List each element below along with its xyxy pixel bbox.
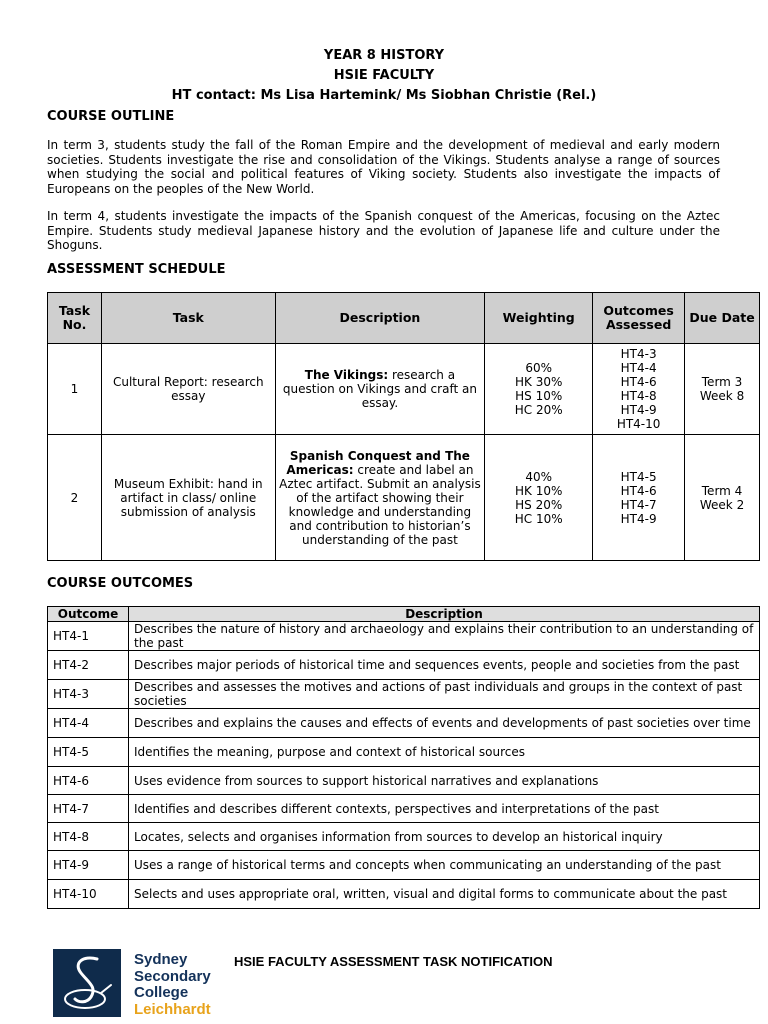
task-number: 1: [48, 344, 102, 435]
table-row: [48, 709, 760, 738]
task-name: Museum Exhibit: hand in artifact in class/ online submission of analysis: [101, 435, 275, 561]
outcome-code: HT4-2: [48, 651, 129, 680]
outcome-code: HT4-5: [48, 738, 129, 767]
outcome-code: HT4-9: [620, 403, 657, 417]
course-outcomes-heading: COURSE OUTCOMES: [47, 576, 194, 591]
outcome-code: HT4-4: [48, 709, 129, 738]
course-outline-heading: COURSE OUTLINE: [47, 109, 175, 124]
due-week: Week 8: [699, 389, 745, 403]
outcome-description: Uses a range of historical terms and concepts when communicating an understanding of the past: [129, 851, 760, 880]
outline-paragraph-term4: In term 4, students investigate the impacts of the Spanish conquest of the Americas, focusing on the Aztec Empire. Students study medieval Japanese history and the evolution of Japanese life and culture under the Shoguns.: [47, 209, 720, 252]
outcome-code: HT4-8: [48, 823, 129, 851]
table-row: [48, 795, 760, 823]
outcome-code: HT4-5: [620, 469, 657, 484]
col-task-no: Task No.: [48, 293, 102, 344]
table-row: [48, 435, 760, 561]
outcome-code: HT4-6: [48, 767, 129, 795]
weighting-hc: HC 20%: [514, 403, 563, 417]
table-row: [48, 680, 760, 709]
outcome-description: Describes the nature of history and archaeology and explains their contribution to an understanding of the past: [129, 622, 760, 651]
outcome-description: Identifies the meaning, purpose and context of historical sources: [129, 738, 760, 767]
document-header: [0, 46, 768, 106]
outcome-code: HT4-3: [48, 680, 129, 709]
outline-paragraph-term3: In term 3, students study the fall of the Roman Empire and the development of medieval and early modern societies. Students investigate the rise and consolidation of the Vikings. Students analyse a range of sources when studying the social and political features of Viking society. Students also investigate the impacts of Europeans on the peoples of the New World.: [47, 138, 720, 196]
faculty-title: HSIE FACULTY: [333, 68, 435, 83]
school-crest-s-icon: [53, 949, 121, 1017]
weighting-hc: HC 10%: [514, 511, 563, 526]
weighting-hs: HS 20%: [515, 497, 563, 512]
outcomes-header-row: [48, 607, 760, 622]
assessment-schedule-table: [47, 292, 760, 561]
outcome-description: Selects and uses appropriate oral, written, visual and digital forms to communicate about the past: [129, 880, 760, 909]
outcome-code: HT4-1: [48, 622, 129, 651]
outcome-description: Uses evidence from sources to support historical narratives and explanations: [129, 767, 760, 795]
due-term: Term 3: [701, 375, 743, 389]
outcome-code: HT4-6: [620, 483, 657, 498]
task-description: [275, 344, 485, 435]
school-name-line: Sydney: [134, 951, 188, 968]
outcome-description: Locates, selects and organises information from sources to develop an historical inquiry: [129, 823, 760, 851]
outcome-code: HT4-3: [620, 347, 657, 361]
task-description-title: The Vikings:: [304, 368, 389, 382]
schedule-header-row: [48, 293, 760, 344]
weighting-hs: HS 10%: [515, 389, 563, 403]
task-outcomes: [593, 344, 685, 435]
school-logo: [53, 949, 121, 1017]
table-row: [48, 880, 760, 909]
task-description-text: research a question on Vikings and craft an essay.: [282, 368, 477, 410]
table-row: [48, 651, 760, 680]
task-description-text: create and label an Aztec artifact. Submit an analysis of the artifact showing their knowledge and understanding and contribution to historian’s understanding of the past: [279, 462, 481, 547]
col-description: Description: [275, 293, 485, 344]
weighting-hk: HK 30%: [514, 375, 563, 389]
col-outcomes: Outcomes Assessed: [593, 293, 685, 344]
task-description: [275, 435, 485, 561]
task-due-date: [685, 435, 760, 561]
outcome-description: Describes and explains the causes and effects of events and developments of past societies over time: [129, 709, 760, 738]
school-name-line: Secondary: [134, 967, 211, 985]
contact-line: HT contact: Ms Lisa Hartemink/ Ms Siobhan Christie (Rel.): [171, 88, 597, 103]
table-row: [48, 622, 760, 651]
weighting-total: 60%: [525, 361, 553, 375]
table-row: [48, 767, 760, 795]
outcome-code: HT4-7: [48, 795, 129, 823]
col-outcome: Outcome: [48, 607, 129, 622]
task-number: 2: [48, 435, 102, 561]
task-due-date: [685, 344, 760, 435]
doc-title: YEAR 8 HISTORY: [323, 48, 445, 63]
school-campus: Leichhardt: [134, 1000, 211, 1018]
outcome-code: HT4-10: [616, 417, 661, 431]
weighting-total: 40%: [525, 469, 553, 484]
outcome-code: HT4-6: [620, 375, 657, 389]
assessment-notification-title: HSIE FACULTY ASSESSMENT TASK NOTIFICATION: [234, 954, 553, 969]
table-row: [48, 823, 760, 851]
table-row: [48, 738, 760, 767]
school-name: [134, 952, 211, 1018]
col-task: Task: [101, 293, 275, 344]
table-row: [48, 344, 760, 435]
outcome-code: HT4-9: [620, 511, 657, 526]
table-row: [48, 851, 760, 880]
weighting-hk: HK 10%: [514, 483, 563, 498]
outcome-description: Describes and assesses the motives and actions of past individuals and groups in the context of past societies: [129, 680, 760, 709]
task-weighting: [485, 435, 593, 561]
outcome-description: Describes major periods of historical time and sequences events, people and societies from the past: [129, 651, 760, 680]
due-week: Week 2: [699, 497, 745, 512]
col-due-date: Due Date: [685, 293, 760, 344]
col-outcome-description: Description: [129, 607, 760, 622]
task-name: Cultural Report: research essay: [101, 344, 275, 435]
outcome-code: HT4-9: [48, 851, 129, 880]
outcome-code: HT4-10: [48, 880, 129, 909]
outcome-code: HT4-8: [620, 389, 657, 403]
outcome-description: Identifies and describes different contexts, perspectives and interpretations of the past: [129, 795, 760, 823]
assessment-schedule-heading: ASSESSMENT SCHEDULE: [47, 262, 226, 277]
outcome-code: HT4-4: [620, 361, 657, 375]
due-term: Term 4: [701, 483, 743, 498]
task-outcomes: [593, 435, 685, 561]
task-weighting: [485, 344, 593, 435]
course-outcomes-table: [47, 606, 760, 909]
task-description-title: Spanish Conquest and The Americas:: [286, 448, 470, 477]
school-name-line: College: [134, 984, 189, 1001]
col-weighting: Weighting: [485, 293, 593, 344]
outcome-code: HT4-7: [620, 497, 657, 512]
